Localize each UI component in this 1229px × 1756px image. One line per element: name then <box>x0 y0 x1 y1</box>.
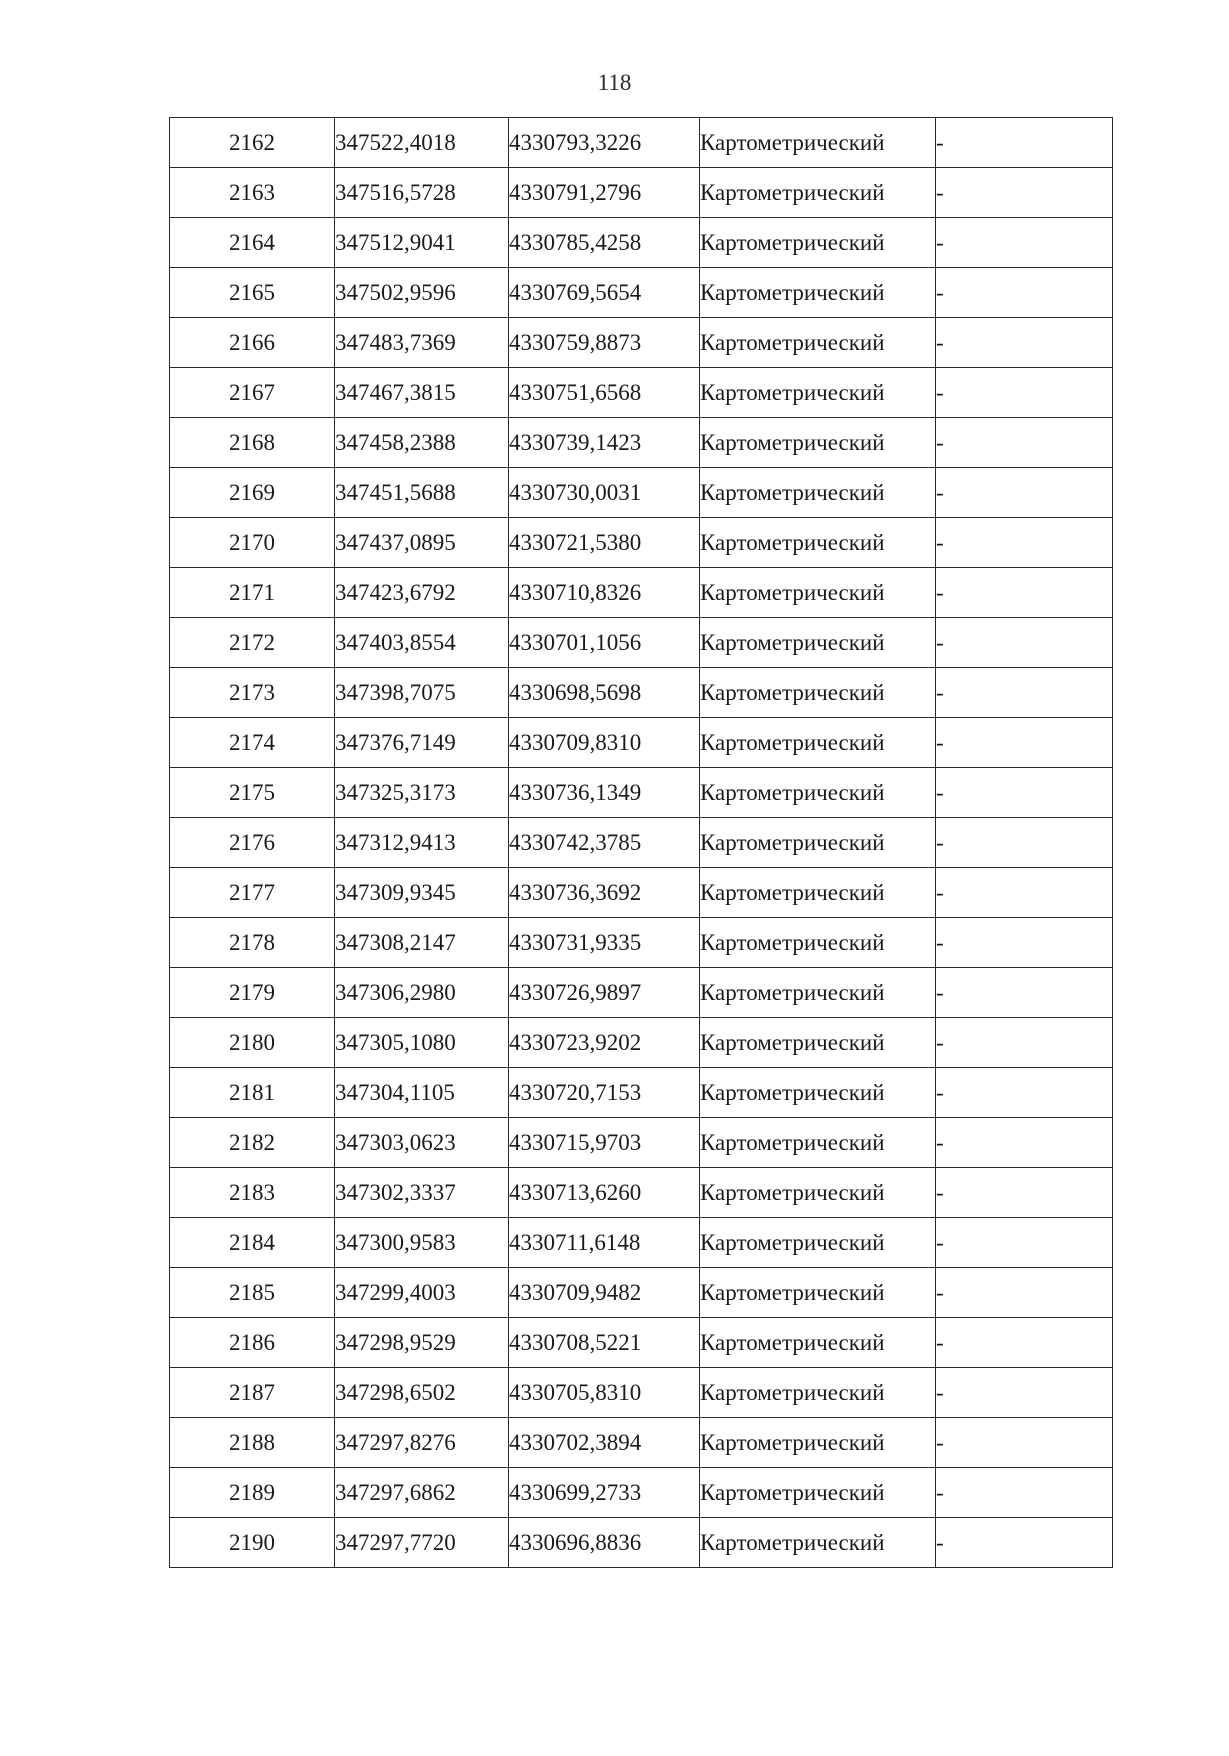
method-cell: Картометрический <box>700 818 936 868</box>
point-number-cell: 2167 <box>170 368 335 418</box>
x-coordinate-cell: 347516,5728 <box>335 168 509 218</box>
note-cell: - <box>936 818 1113 868</box>
note-cell: - <box>936 1318 1113 1368</box>
note-cell: - <box>936 268 1113 318</box>
method-cell: Картометрический <box>700 618 936 668</box>
x-coordinate-cell: 347309,9345 <box>335 868 509 918</box>
note-cell: - <box>936 418 1113 468</box>
y-coordinate-cell: 4330699,2733 <box>509 1468 700 1518</box>
point-number-cell: 2180 <box>170 1018 335 1068</box>
table-row <box>170 1418 1113 1468</box>
table-row <box>170 1518 1113 1568</box>
method-cell: Картометрический <box>700 1468 936 1518</box>
method-cell: Картометрический <box>700 1418 936 1468</box>
x-coordinate-cell: 347376,7149 <box>335 718 509 768</box>
x-coordinate-cell: 347304,1105 <box>335 1068 509 1118</box>
table-row <box>170 968 1113 1018</box>
method-cell: Картометрический <box>700 1118 936 1168</box>
y-coordinate-cell: 4330736,1349 <box>509 768 700 818</box>
table-row <box>170 868 1113 918</box>
y-coordinate-cell: 4330715,9703 <box>509 1118 700 1168</box>
table-row <box>170 1318 1113 1368</box>
note-cell: - <box>936 668 1113 718</box>
note-cell: - <box>936 118 1113 168</box>
table-row <box>170 1268 1113 1318</box>
table-row <box>170 718 1113 768</box>
table-row <box>170 168 1113 218</box>
point-number-cell: 2189 <box>170 1468 335 1518</box>
point-number-cell: 2173 <box>170 668 335 718</box>
note-cell: - <box>936 1168 1113 1218</box>
table-row <box>170 1118 1113 1168</box>
table-row <box>170 668 1113 718</box>
table-row <box>170 1168 1113 1218</box>
x-coordinate-cell: 347483,7369 <box>335 318 509 368</box>
x-coordinate-cell: 347451,5688 <box>335 468 509 518</box>
note-cell: - <box>936 368 1113 418</box>
table-row <box>170 318 1113 368</box>
point-number-cell: 2190 <box>170 1518 335 1568</box>
coordinates-table <box>169 117 1113 1568</box>
y-coordinate-cell: 4330726,9897 <box>509 968 700 1018</box>
table-row <box>170 1368 1113 1418</box>
point-number-cell: 2171 <box>170 568 335 618</box>
table-row <box>170 368 1113 418</box>
point-number-cell: 2174 <box>170 718 335 768</box>
note-cell: - <box>936 1368 1113 1418</box>
method-cell: Картометрический <box>700 1518 936 1568</box>
y-coordinate-cell: 4330710,8326 <box>509 568 700 618</box>
y-coordinate-cell: 4330793,3226 <box>509 118 700 168</box>
x-coordinate-cell: 347298,9529 <box>335 1318 509 1368</box>
x-coordinate-cell: 347398,7075 <box>335 668 509 718</box>
method-cell: Картометрический <box>700 1068 936 1118</box>
method-cell: Картометрический <box>700 718 936 768</box>
x-coordinate-cell: 347502,9596 <box>335 268 509 318</box>
x-coordinate-cell: 347302,3337 <box>335 1168 509 1218</box>
coordinates-table-body <box>170 118 1113 1568</box>
x-coordinate-cell: 347458,2388 <box>335 418 509 468</box>
x-coordinate-cell: 347299,4003 <box>335 1268 509 1318</box>
point-number-cell: 2183 <box>170 1168 335 1218</box>
table-row <box>170 518 1113 568</box>
method-cell: Картометрический <box>700 518 936 568</box>
x-coordinate-cell: 347303,0623 <box>335 1118 509 1168</box>
method-cell: Картометрический <box>700 368 936 418</box>
point-number-cell: 2177 <box>170 868 335 918</box>
x-coordinate-cell: 347403,8554 <box>335 618 509 668</box>
x-coordinate-cell: 347325,3173 <box>335 768 509 818</box>
table-row <box>170 1218 1113 1268</box>
method-cell: Картометрический <box>700 568 936 618</box>
note-cell: - <box>936 718 1113 768</box>
point-number-cell: 2163 <box>170 168 335 218</box>
table-row <box>170 1468 1113 1518</box>
table-row <box>170 768 1113 818</box>
point-number-cell: 2176 <box>170 818 335 868</box>
point-number-cell: 2184 <box>170 1218 335 1268</box>
y-coordinate-cell: 4330731,9335 <box>509 918 700 968</box>
y-coordinate-cell: 4330730,0031 <box>509 468 700 518</box>
y-coordinate-cell: 4330701,1056 <box>509 618 700 668</box>
note-cell: - <box>936 1068 1113 1118</box>
y-coordinate-cell: 4330709,9482 <box>509 1268 700 1318</box>
point-number-cell: 2185 <box>170 1268 335 1318</box>
point-number-cell: 2179 <box>170 968 335 1018</box>
y-coordinate-cell: 4330696,8836 <box>509 1518 700 1568</box>
point-number-cell: 2186 <box>170 1318 335 1368</box>
table-row <box>170 118 1113 168</box>
method-cell: Картометрический <box>700 268 936 318</box>
note-cell: - <box>936 768 1113 818</box>
method-cell: Картометрический <box>700 168 936 218</box>
method-cell: Картометрический <box>700 1268 936 1318</box>
x-coordinate-cell: 347467,3815 <box>335 368 509 418</box>
note-cell: - <box>936 218 1113 268</box>
point-number-cell: 2175 <box>170 768 335 818</box>
y-coordinate-cell: 4330713,6260 <box>509 1168 700 1218</box>
point-number-cell: 2170 <box>170 518 335 568</box>
note-cell: - <box>936 1418 1113 1468</box>
method-cell: Картометрический <box>700 1168 936 1218</box>
x-coordinate-cell: 347512,9041 <box>335 218 509 268</box>
point-number-cell: 2164 <box>170 218 335 268</box>
x-coordinate-cell: 347437,0895 <box>335 518 509 568</box>
y-coordinate-cell: 4330736,3692 <box>509 868 700 918</box>
point-number-cell: 2182 <box>170 1118 335 1168</box>
x-coordinate-cell: 347297,7720 <box>335 1518 509 1568</box>
note-cell: - <box>936 968 1113 1018</box>
method-cell: Картометрический <box>700 668 936 718</box>
table-row <box>170 418 1113 468</box>
method-cell: Картометрический <box>700 1218 936 1268</box>
method-cell: Картометрический <box>700 418 936 468</box>
x-coordinate-cell: 347312,9413 <box>335 818 509 868</box>
x-coordinate-cell: 347305,1080 <box>335 1018 509 1068</box>
point-number-cell: 2181 <box>170 1068 335 1118</box>
point-number-cell: 2165 <box>170 268 335 318</box>
method-cell: Картометрический <box>700 1018 936 1068</box>
note-cell: - <box>936 1018 1113 1068</box>
y-coordinate-cell: 4330759,8873 <box>509 318 700 368</box>
note-cell: - <box>936 568 1113 618</box>
y-coordinate-cell: 4330709,8310 <box>509 718 700 768</box>
table-row <box>170 918 1113 968</box>
note-cell: - <box>936 918 1113 968</box>
point-number-cell: 2162 <box>170 118 335 168</box>
point-number-cell: 2166 <box>170 318 335 368</box>
table-row <box>170 818 1113 868</box>
table-row <box>170 218 1113 268</box>
x-coordinate-cell: 347297,8276 <box>335 1418 509 1468</box>
x-coordinate-cell: 347308,2147 <box>335 918 509 968</box>
y-coordinate-cell: 4330721,5380 <box>509 518 700 568</box>
table-row <box>170 1068 1113 1118</box>
method-cell: Картометрический <box>700 118 936 168</box>
note-cell: - <box>936 1268 1113 1318</box>
point-number-cell: 2168 <box>170 418 335 468</box>
note-cell: - <box>936 1518 1113 1568</box>
point-number-cell: 2169 <box>170 468 335 518</box>
y-coordinate-cell: 4330720,7153 <box>509 1068 700 1118</box>
note-cell: - <box>936 318 1113 368</box>
method-cell: Картометрический <box>700 768 936 818</box>
y-coordinate-cell: 4330739,1423 <box>509 418 700 468</box>
y-coordinate-cell: 4330698,5698 <box>509 668 700 718</box>
note-cell: - <box>936 1468 1113 1518</box>
method-cell: Картометрический <box>700 218 936 268</box>
method-cell: Картометрический <box>700 968 936 1018</box>
y-coordinate-cell: 4330723,9202 <box>509 1018 700 1068</box>
table-row <box>170 268 1113 318</box>
point-number-cell: 2178 <box>170 918 335 968</box>
y-coordinate-cell: 4330791,2796 <box>509 168 700 218</box>
note-cell: - <box>936 618 1113 668</box>
y-coordinate-cell: 4330702,3894 <box>509 1418 700 1468</box>
y-coordinate-cell: 4330751,6568 <box>509 368 700 418</box>
note-cell: - <box>936 1118 1113 1168</box>
y-coordinate-cell: 4330785,4258 <box>509 218 700 268</box>
table-row <box>170 1018 1113 1068</box>
x-coordinate-cell: 347306,2980 <box>335 968 509 1018</box>
method-cell: Картометрический <box>700 918 936 968</box>
point-number-cell: 2172 <box>170 618 335 668</box>
method-cell: Картометрический <box>700 1368 936 1418</box>
method-cell: Картометрический <box>700 1318 936 1368</box>
table-row <box>170 618 1113 668</box>
page-number: 118 <box>597 70 632 95</box>
y-coordinate-cell: 4330705,8310 <box>509 1368 700 1418</box>
note-cell: - <box>936 1218 1113 1268</box>
table-row <box>170 568 1113 618</box>
note-cell: - <box>936 518 1113 568</box>
y-coordinate-cell: 4330711,6148 <box>509 1218 700 1268</box>
point-number-cell: 2188 <box>170 1418 335 1468</box>
y-coordinate-cell: 4330742,3785 <box>509 818 700 868</box>
note-cell: - <box>936 168 1113 218</box>
x-coordinate-cell: 347297,6862 <box>335 1468 509 1518</box>
point-number-cell: 2187 <box>170 1368 335 1418</box>
x-coordinate-cell: 347423,6792 <box>335 568 509 618</box>
method-cell: Картометрический <box>700 318 936 368</box>
x-coordinate-cell: 347522,4018 <box>335 118 509 168</box>
table-row <box>170 468 1113 518</box>
y-coordinate-cell: 4330708,5221 <box>509 1318 700 1368</box>
y-coordinate-cell: 4330769,5654 <box>509 268 700 318</box>
x-coordinate-cell: 347298,6502 <box>335 1368 509 1418</box>
method-cell: Картометрический <box>700 868 936 918</box>
x-coordinate-cell: 347300,9583 <box>335 1218 509 1268</box>
note-cell: - <box>936 468 1113 518</box>
note-cell: - <box>936 868 1113 918</box>
method-cell: Картометрический <box>700 468 936 518</box>
